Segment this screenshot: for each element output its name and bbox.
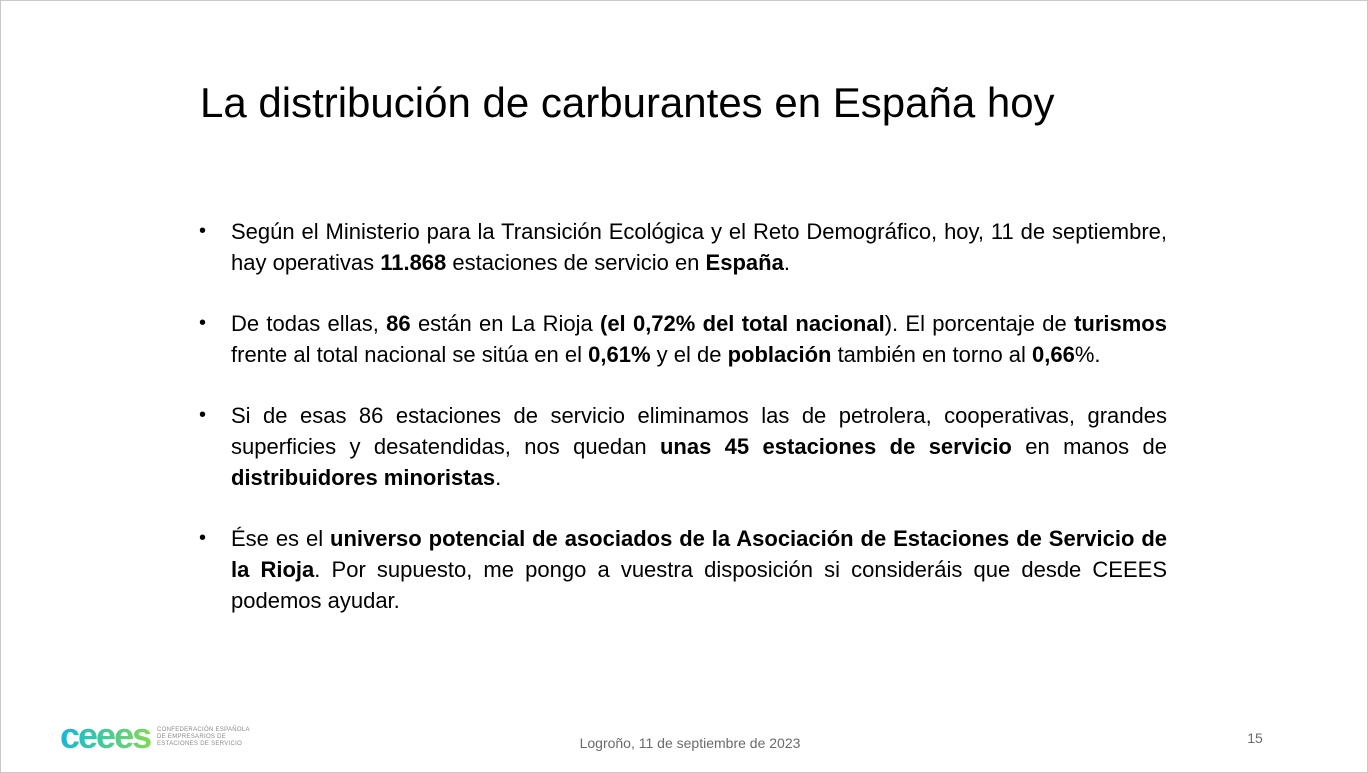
bullet-marker: • (199, 527, 207, 549)
bullet-text: De todas ellas, (231, 311, 387, 336)
bullet-marker: • (199, 404, 207, 426)
bullet-text: frente al total nacional se sitúa en el (231, 342, 589, 367)
bullet-bold-text: unas 45 estaciones de servicio (659, 434, 1012, 459)
bullet-text: Ése es el (231, 526, 331, 551)
bullet-bold-text: 86 (386, 311, 411, 336)
bullet-bold-text: España (705, 250, 784, 275)
bullet-text: también en torno al (831, 342, 1033, 367)
footer-date: Logroño, 11 de septiembre de 2023 (579, 735, 801, 751)
bullet-text: en manos de (1011, 434, 1167, 459)
bullet-bold-text: universo potencial de asociados de la Asociación de Estaciones de Servicio de la Rioja (231, 526, 1167, 582)
bullet-text: %. (1074, 342, 1101, 367)
bullet-text: y el de (650, 342, 728, 367)
bullet-item (199, 523, 1167, 616)
bullet-text: . (495, 465, 502, 490)
bullet-text: están en La Rioja (410, 311, 600, 336)
bullet-list (199, 216, 1167, 646)
bullet-item (199, 308, 1167, 370)
logo-caption-line: DE EMPRESARIOS DE (157, 733, 227, 740)
bullet-bold-text: 11.868 (380, 250, 447, 275)
slide-title: La distribución de carburantes en España hoy (200, 79, 1055, 126)
bullet-bold-text: población (727, 342, 832, 367)
logo-caption-line: CONFEDERACIÓN ESPAÑOLA (157, 726, 250, 733)
bullet-text: estaciones de servicio en (446, 250, 706, 275)
page-number: 15 (1247, 730, 1263, 746)
svg-text:ceees: ceees (60, 719, 151, 755)
bullet-item (199, 400, 1167, 493)
bullet-bold-text: 0,61% (588, 342, 651, 367)
bullet-bold-text: 0,66 (1032, 342, 1075, 367)
bullet-marker: • (199, 220, 207, 242)
bullet-bold-text: (el 0,72% del total nacional (600, 311, 885, 336)
bullet-bold-text: turismos (1074, 311, 1167, 336)
bullet-text: . (783, 250, 790, 275)
bullet-text: . Por supuesto, me pongo a vuestra disposición si consideráis que desde CEEES podemos ayudar. (231, 557, 1168, 613)
bullet-text: Si de esas 86 estaciones de servicio eliminamos las de petrolera, cooperativas, grandes superficies y desatendidas, nos quedan (231, 403, 1167, 459)
bullet-text: Según el Ministerio para la Transición Ecológica y el Reto Demográfico, hoy, 11 de septiembre, hay operativas (231, 219, 1167, 275)
bullet-bold-text: distribuidores minoristas (231, 465, 496, 490)
logo-caption-line: ESTACIONES DE SERVICIO (157, 740, 243, 747)
bullet-text: ). El porcentaje de (884, 311, 1075, 336)
bullet-marker: • (199, 312, 207, 334)
bullet-item (199, 216, 1167, 278)
